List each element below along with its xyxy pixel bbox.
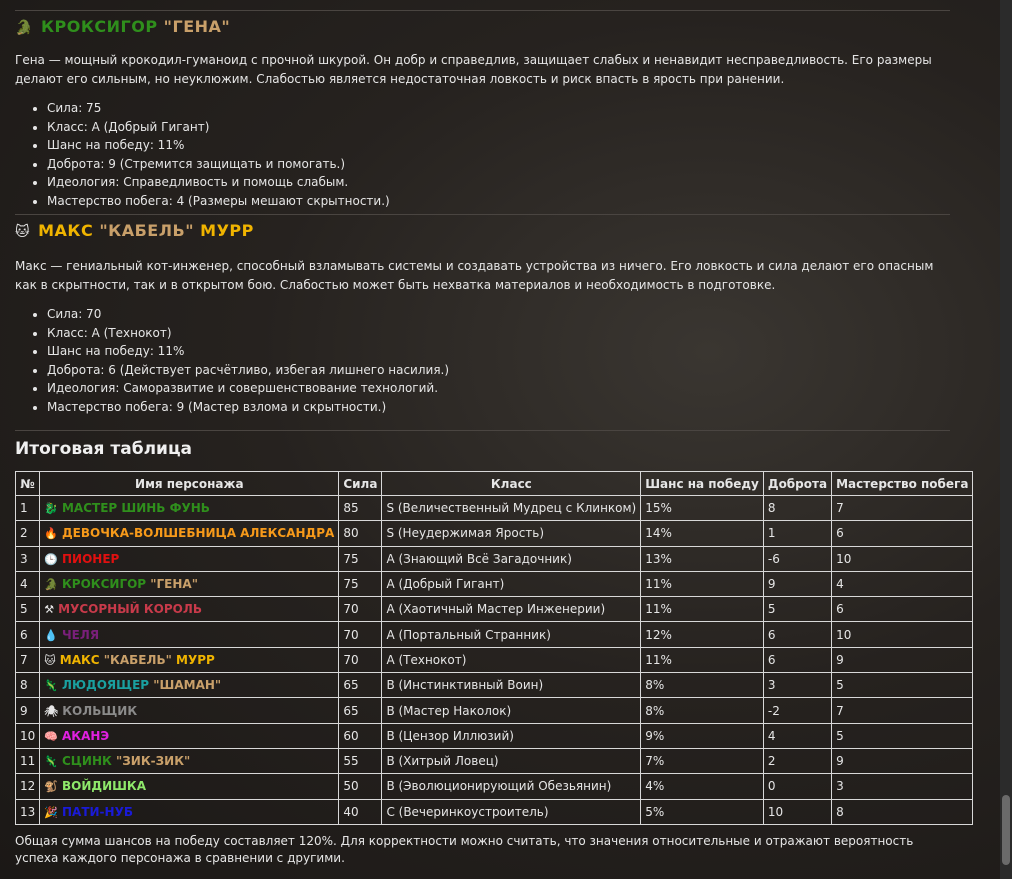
cell-number: 5 bbox=[16, 597, 40, 622]
cell-name bbox=[40, 546, 339, 571]
stat-item: • Доброта: 9 (Стремится защищать и помогать.) bbox=[47, 155, 950, 174]
cell-kindness: 10 bbox=[763, 799, 831, 824]
cell-escape: 7 bbox=[832, 698, 973, 723]
character-name: МУСОРНЫЙ КОРОЛЬ bbox=[58, 602, 202, 617]
cat-icon: 🐱 bbox=[15, 224, 31, 240]
character-stats-list bbox=[15, 99, 950, 210]
header-escape: Мастерство побега bbox=[832, 472, 973, 496]
table-row bbox=[16, 774, 973, 799]
character-name: МАКС bbox=[59, 652, 100, 667]
stat-item: • Мастерство побега: 4 (Размеры мешают скрытности.) bbox=[47, 192, 950, 211]
stat-item: • Класс: A (Добрый Гигант) bbox=[47, 118, 950, 137]
character-stats-list bbox=[15, 305, 950, 416]
cell-escape: 7 bbox=[832, 496, 973, 521]
cell-escape: 5 bbox=[832, 723, 973, 748]
character-name: КОЛЬЩИК bbox=[62, 703, 138, 718]
cell-chance: 12% bbox=[641, 622, 764, 647]
character-icon: 🐱 bbox=[44, 653, 56, 667]
cell-class: C (Вечеринкоустроитель) bbox=[382, 799, 641, 824]
scrollbar[interactable] bbox=[1000, 0, 1012, 879]
cell-power: 70 bbox=[339, 597, 382, 622]
character-name-part1: МАКС bbox=[38, 221, 94, 240]
cell-power: 75 bbox=[339, 571, 382, 596]
divider bbox=[15, 10, 950, 11]
character-name-part3: МУРР bbox=[176, 652, 215, 667]
cell-escape: 5 bbox=[832, 673, 973, 698]
character-description: Макс — гениальный кот-инженер, способный взламывать системы и создавать устройства из ничего. Его ловкость и сила делают его опасным как в скрытности, так и в открытом бою. Слабостью может быть нехватка материалов и необходимость в подготовке. bbox=[15, 259, 934, 292]
summary-table bbox=[15, 471, 973, 825]
character-name: МАСТЕР ШИНЬ ФУНЬ bbox=[61, 501, 210, 516]
header-name: Имя персонажа bbox=[40, 472, 339, 496]
cell-name bbox=[40, 748, 339, 773]
stat-item: • Класс: A (Технокот) bbox=[47, 324, 950, 343]
character-name: ВОЙДИШКА bbox=[61, 779, 147, 794]
character-heading-max bbox=[15, 217, 950, 245]
cell-name bbox=[40, 698, 339, 723]
character-name: ДЕВОЧКА-ВОЛШЕБНИЦА АЛЕКСАНДРА bbox=[61, 526, 335, 541]
stat-item: • Сила: 70 bbox=[47, 305, 950, 324]
summary-note: Общая сумма шансов на победу составляет 120%. Для корректности можно считать, что значения относительные и отражают вероятность успеха каждого персонажа в сравнении с другими. bbox=[15, 833, 914, 865]
cell-number: 1 bbox=[16, 496, 40, 521]
cell-number: 8 bbox=[16, 673, 40, 698]
cell-chance: 4% bbox=[641, 774, 764, 799]
character-nickname: "КАБЕЛЬ" bbox=[99, 221, 195, 240]
cell-kindness: 1 bbox=[763, 521, 831, 546]
cell-name bbox=[40, 799, 339, 824]
stat-item: • Мастерство побега: 9 (Мастер взлома и скрытности.) bbox=[47, 398, 950, 417]
cell-chance: 8% bbox=[641, 673, 764, 698]
cell-class: A (Знающий Всё Загадочник) bbox=[382, 546, 641, 571]
table-header-row bbox=[16, 472, 973, 496]
cell-number: 3 bbox=[16, 546, 40, 571]
character-icon: 🐉 bbox=[44, 502, 58, 516]
cell-chance: 13% bbox=[641, 546, 764, 571]
cell-chance: 15% bbox=[641, 496, 764, 521]
cell-chance: 8% bbox=[641, 698, 764, 723]
table-row bbox=[16, 799, 973, 824]
character-section-max bbox=[15, 217, 950, 416]
cell-class: B (Хитрый Ловец) bbox=[382, 748, 641, 773]
character-icon: 🕒 bbox=[44, 552, 58, 566]
table-row bbox=[16, 622, 973, 647]
header-number: № bbox=[16, 472, 40, 496]
cell-number: 13 bbox=[16, 799, 40, 824]
cell-name bbox=[40, 521, 339, 546]
cell-name bbox=[40, 622, 339, 647]
cell-power: 70 bbox=[339, 647, 382, 672]
character-nickname: "КАБЕЛЬ" bbox=[103, 652, 172, 667]
stat-item: • Идеология: Саморазвитие и совершенствование технологий. bbox=[47, 379, 950, 398]
cell-class: B (Инстинктивный Воин) bbox=[382, 673, 641, 698]
cell-kindness: 6 bbox=[763, 622, 831, 647]
cell-kindness: 9 bbox=[763, 571, 831, 596]
cell-chance: 14% bbox=[641, 521, 764, 546]
cell-chance: 7% bbox=[641, 748, 764, 773]
cell-number: 7 bbox=[16, 647, 40, 672]
cell-power: 80 bbox=[339, 521, 382, 546]
cell-kindness: 8 bbox=[763, 496, 831, 521]
cell-escape: 3 bbox=[832, 774, 973, 799]
character-icon: 🕷 bbox=[44, 704, 59, 718]
table-body bbox=[16, 496, 973, 825]
cell-kindness: -2 bbox=[763, 698, 831, 723]
cell-class: S (Величественный Мудрец с Клинком) bbox=[382, 496, 641, 521]
stat-item: • Шанс на победу: 11% bbox=[47, 342, 950, 361]
cell-class: B (Эволюционирующий Обезьянин) bbox=[382, 774, 641, 799]
cell-name bbox=[40, 571, 339, 596]
cell-power: 85 bbox=[339, 496, 382, 521]
character-icon: 🐊 bbox=[44, 578, 58, 592]
cell-class: A (Портальный Странник) bbox=[382, 622, 641, 647]
cell-power: 40 bbox=[339, 799, 382, 824]
table-title: Итоговая таблица bbox=[15, 439, 193, 459]
crocodile-icon: 🐊 bbox=[15, 20, 33, 36]
cell-escape: 9 bbox=[832, 647, 973, 672]
character-name: ПИОНЕР bbox=[61, 551, 120, 566]
header-power: Сила bbox=[339, 472, 382, 496]
cell-power: 65 bbox=[339, 698, 382, 723]
stat-item: • Шанс на победу: 11% bbox=[47, 136, 950, 155]
character-section-gena bbox=[15, 13, 950, 210]
table-row bbox=[16, 698, 973, 723]
cell-escape: 9 bbox=[832, 748, 973, 773]
table-row bbox=[16, 597, 973, 622]
character-icon: 🐒 bbox=[44, 780, 58, 794]
cell-class: B (Мастер Наколок) bbox=[382, 698, 641, 723]
character-name: ПАТИ-НУБ bbox=[61, 804, 133, 819]
cell-power: 70 bbox=[339, 622, 382, 647]
table-row bbox=[16, 496, 973, 521]
table-row bbox=[16, 546, 973, 571]
character-heading-gena bbox=[15, 13, 950, 41]
cell-number: 10 bbox=[16, 723, 40, 748]
stat-item: • Доброта: 6 (Действует расчётливо, избегая лишнего насилия.) bbox=[47, 361, 950, 380]
cell-class: S (Неудержимая Ярость) bbox=[382, 521, 641, 546]
character-icon: 🦎 bbox=[44, 679, 58, 693]
cell-name bbox=[40, 774, 339, 799]
cell-chance: 11% bbox=[641, 571, 764, 596]
cell-number: 12 bbox=[16, 774, 40, 799]
character-icon: 🔥 bbox=[44, 527, 58, 541]
character-nickname: "ШАМАН" bbox=[153, 678, 222, 693]
cell-escape: 6 bbox=[832, 521, 973, 546]
cell-kindness: 3 bbox=[763, 673, 831, 698]
cell-name bbox=[40, 673, 339, 698]
table-row bbox=[16, 521, 973, 546]
character-nickname: "ГЕНА" bbox=[163, 17, 231, 36]
table-row bbox=[16, 571, 973, 596]
scrollbar-thumb[interactable] bbox=[1002, 795, 1010, 865]
cell-kindness: 5 bbox=[763, 597, 831, 622]
cell-class: A (Технокот) bbox=[382, 647, 641, 672]
cell-class: A (Добрый Гигант) bbox=[382, 571, 641, 596]
cell-kindness: 4 bbox=[763, 723, 831, 748]
cell-chance: 9% bbox=[641, 723, 764, 748]
cell-kindness: -6 bbox=[763, 546, 831, 571]
header-class: Класс bbox=[382, 472, 641, 496]
character-icon: 🦎 bbox=[44, 755, 58, 769]
cell-power: 75 bbox=[339, 546, 382, 571]
table-row bbox=[16, 723, 973, 748]
character-name-part1: КРОКСИГОР bbox=[40, 17, 158, 36]
stat-item: • Сила: 75 bbox=[47, 99, 950, 118]
cell-power: 60 bbox=[339, 723, 382, 748]
cell-name bbox=[40, 597, 339, 622]
cell-chance: 11% bbox=[641, 647, 764, 672]
header-chance: Шанс на победу bbox=[641, 472, 764, 496]
cell-number: 11 bbox=[16, 748, 40, 773]
chat-content bbox=[15, 0, 969, 867]
cell-number: 2 bbox=[16, 521, 40, 546]
cell-escape: 10 bbox=[832, 622, 973, 647]
character-nickname: "ГЕНА" bbox=[150, 577, 198, 592]
cell-power: 55 bbox=[339, 748, 382, 773]
stat-item: • Идеология: Справедливость и помощь слабым. bbox=[47, 173, 950, 192]
header-kindness: Доброта bbox=[763, 472, 831, 496]
cell-escape: 8 bbox=[832, 799, 973, 824]
cell-class: B (Цензор Иллюзий) bbox=[382, 723, 641, 748]
character-icon: ⚒ bbox=[44, 603, 55, 617]
character-name-part3: МУРР bbox=[200, 221, 254, 240]
cell-name bbox=[40, 647, 339, 672]
cell-escape: 4 bbox=[832, 571, 973, 596]
character-name: КРОКСИГОР bbox=[61, 577, 147, 592]
character-description: Гена — мощный крокодил-гуманоид с прочной шкурой. Он добр и справедлив, защищает слабых и ненавидит несправедливость. Его размеры делают его сильным, но неуклюжим. Слабостью является недостаточная ловкость и риск впасть в ярость при ранении. bbox=[15, 53, 932, 86]
character-icon: 💧 bbox=[44, 628, 58, 642]
cell-kindness: 6 bbox=[763, 647, 831, 672]
cell-name bbox=[40, 496, 339, 521]
character-name: АКАНЭ bbox=[61, 728, 110, 743]
cell-number: 6 bbox=[16, 622, 40, 647]
cell-class: A (Хаотичный Мастер Инженерии) bbox=[382, 597, 641, 622]
cell-escape: 10 bbox=[832, 546, 973, 571]
cell-chance: 5% bbox=[641, 799, 764, 824]
cell-number: 4 bbox=[16, 571, 40, 596]
character-name: СЦИНК bbox=[61, 754, 112, 769]
cell-power: 65 bbox=[339, 673, 382, 698]
cell-power: 50 bbox=[339, 774, 382, 799]
cell-kindness: 0 bbox=[763, 774, 831, 799]
cell-kindness: 2 bbox=[763, 748, 831, 773]
table-row bbox=[16, 673, 973, 698]
cell-number: 9 bbox=[16, 698, 40, 723]
character-nickname: "ЗИК-ЗИК" bbox=[116, 754, 191, 769]
character-name: ЧЕЛЯ bbox=[61, 627, 100, 642]
cell-chance: 11% bbox=[641, 597, 764, 622]
character-icon: 🎉 bbox=[44, 805, 58, 819]
table-row bbox=[16, 748, 973, 773]
table-row bbox=[16, 647, 973, 672]
character-icon: 🧠 bbox=[44, 729, 58, 743]
character-name: ЛЮДОЯЩЕР bbox=[61, 678, 150, 693]
divider bbox=[15, 214, 950, 215]
cell-name bbox=[40, 723, 339, 748]
cell-escape: 6 bbox=[832, 597, 973, 622]
